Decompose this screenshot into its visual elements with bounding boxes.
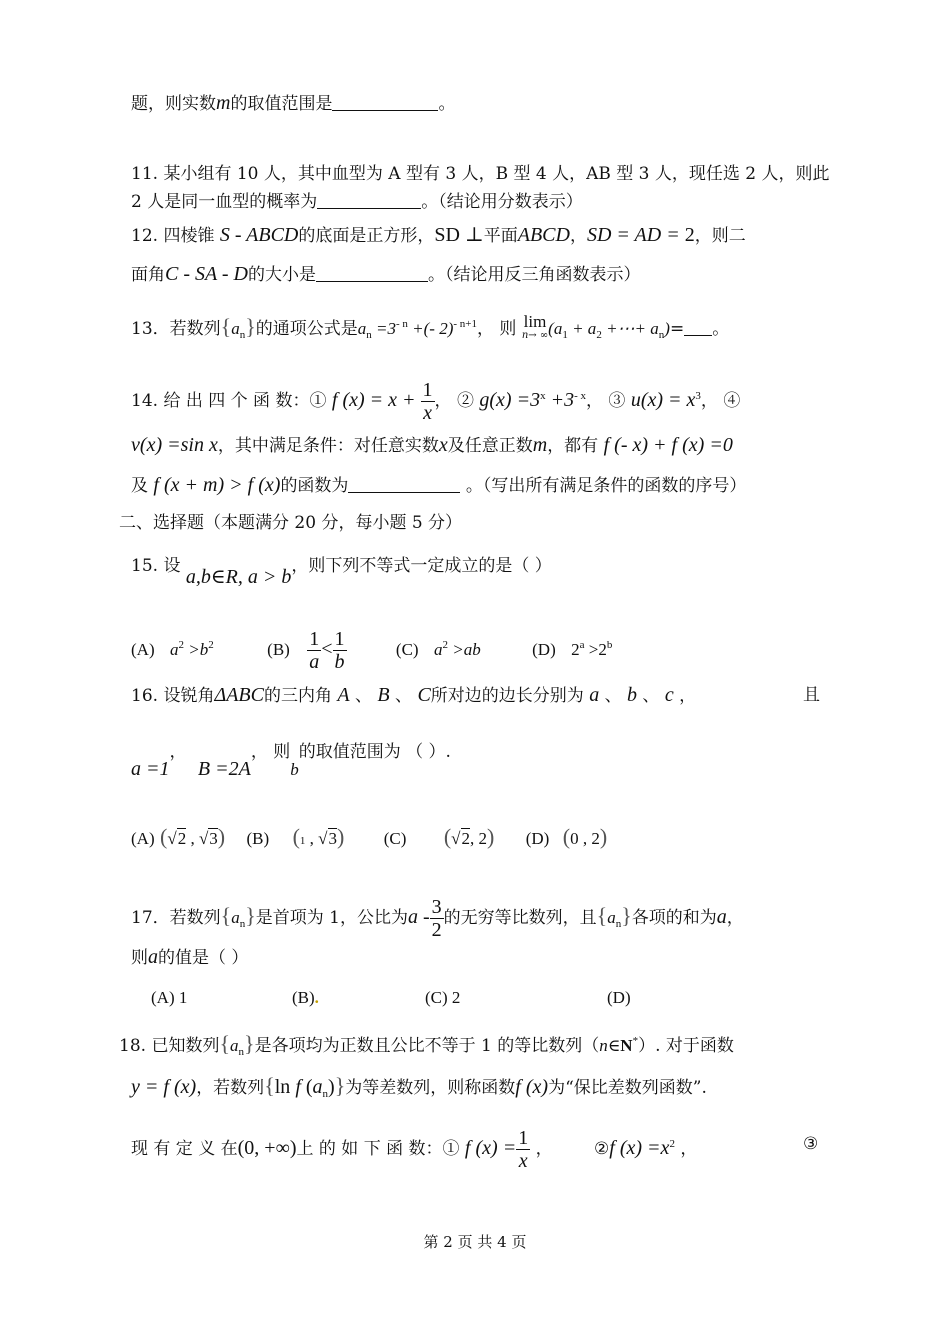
brace-left: { [220,314,232,339]
math-domain: (0, +∞) [237,1137,297,1159]
q15-options: (A) $a^2 >b^2$ (B) $\frac{1}{a}$ < $\frac{1}{b}$ (C) $a^2 >ab$ (D) $2^a >2^b$ [131,628,613,673]
q14-line-2: v(x) =sin x，其中满足条件：对任意实数x及任意正数m，都有 f (- x) + f (x) =0 [131,434,733,456]
text: 及 [131,476,148,496]
q17-stem-2: 则a的值是（ ） [131,946,249,968]
text: 。（写出所有满足条件的函数的序号） [460,476,747,496]
math-a-eq-1: a =1 [131,758,170,780]
q18-stem-3: 现 有 定 义 在(0, +∞)上 的 如 下 函 数：① f (x) = $\frac{1}{x}$ ， ②f $(x) =x^2$ ， ③ [131,1120,697,1173]
text: 14. 给 出 四 个 函 数：① [131,391,327,411]
math-frac-1-a: $\frac{1}{a}$ [309,628,320,673]
option-b: (B) [267,640,290,659]
math-u: $u(x) = x^3$ [630,389,701,411]
text: 的函数为 [280,476,349,496]
text: 。（结论用反三角函数表示） [427,265,641,285]
text: 的无穷等比数列，且 [443,908,597,928]
math-pyramid: S - ABCD [219,224,299,246]
text: 13．若数列 [131,319,221,339]
answer-blank [316,263,428,282]
text: 面角 [131,265,165,285]
math-v: v(x) =sin x [131,434,218,456]
q16-stem-2 [131,740,451,780]
math-limit: lim n→ ∞ [521,312,549,341]
text: 为等差数列，则称函数 [345,1078,516,1098]
math-abcd: ABCD [517,224,570,246]
brace-right: } [245,314,256,339]
option-b: (B) [246,829,270,848]
text: ， [569,226,587,246]
text: ， [169,742,187,762]
option-a: (A) 1 [151,988,188,1007]
option-a: (A) [131,640,155,659]
text: 为“保比差数列函数”. [548,1078,707,1098]
section-2-heading: 二、选择题（本题满分 20 分，每小题 5 分） [119,513,463,533]
math-b-eq-2a: B =2A [197,758,251,780]
text: ② [594,1139,610,1159]
option-b: (B) [292,988,315,1007]
q17-stem-1: 17．若数列$\{a_n\}$是首项为 1，公比为a - $\frac{3}{2}$ 的无穷等比数列，且$\{a_n\}$各项的和为a， [131,896,744,941]
option-c: (C) 2 [425,988,461,1007]
q16-options [131,826,607,852]
text: 上 的 如 下 函 数：① [296,1139,460,1159]
text: 。 [438,94,456,114]
option-d: (D) [525,829,550,848]
math-f1: f (x) = x + [331,389,421,411]
math-interval-a: (√2 , √3) [160,824,226,849]
q14-line-3 [131,474,746,497]
text: 16. 设锐角 [131,686,215,706]
math-f-x2: f $(x) =x^2$ [609,1137,675,1159]
q13-line: 13．若数列$\{a_n\}$的通项公式是$a_n =3^{- n}$ +(- 2)$^{- n+1}$， 则 lim n→ ∞ ($a_1 + a_2$ +⋯+ $a_n)=$ 。 [131,312,730,341]
math-n-in-n: n∈N* [599,1035,639,1055]
math-y-fx: y = f (x) [131,1076,197,1098]
answer-blank [348,474,460,493]
math-opt-c: $a^2 >ab$ [434,639,481,659]
math-opt-d: $2^a >2^b$ [571,639,613,659]
math-opt-a: $a^2 >b^2$ [170,639,214,659]
answer-blank [317,190,421,209]
math-frac-1-x-b: $\frac{1}{x}$ [518,1127,529,1172]
answer-blank [684,321,712,336]
text: ③ [803,1134,819,1154]
q12-line-2 [131,263,640,286]
text: 且 [803,685,820,705]
math-g: $g(x) =3^x +3^{- x}$ [479,389,586,411]
math-f-1-over-x: f (x) = [464,1137,517,1159]
math-sd-perp: SD ⊥ [434,224,484,246]
option-d: (D) [607,988,631,1007]
option-a: (A) [131,829,155,848]
math-frac-3-2: $\frac{3}{2}$ [431,896,442,941]
text: 的值是（ ） [158,948,249,968]
math-interval-b: (1 , √3) [292,824,345,849]
text: 的取值范围是 [230,94,333,114]
text: 是各项均为正数且公比不等于 1 的等比数列（ [254,1036,600,1056]
q18-stem-1: 18. 已知数列$\{a_n\}$是各项均为正数且公比不等于 1 的等比数列（n∈N*）. 对于函数 [119,1031,734,1058]
text: ，则下列不等式一定成立的是（ ） [291,556,552,576]
text: ，则二 [694,226,746,246]
text: 题，则实数 [131,94,216,114]
math-sum: ($a_1 + a_2$ +⋯+ $a_n$) [548,319,670,341]
q18-stem-2: y = f (x)，若数列{ln f $(a_n)$}为等差数列，则称函数f (x)为“保比差数列函数”. [131,1073,707,1100]
text: 18. 已知数列 [119,1036,220,1056]
text: ， ③ [586,391,626,411]
text: ， [726,908,744,928]
text: 平面 [483,226,518,246]
math-sides: a [589,684,600,706]
math-interval-c: (√2, 2) [443,824,495,849]
q11-line-2 [131,190,583,213]
text: 各项的和为 [631,908,717,928]
text: ，若数列 [196,1078,265,1098]
q16-stem-1: 16. 设锐角ΔABC的三内角 A 、 B 、 C所对边的边长分别为 a 、 b 、 c ， 且 [131,684,820,706]
text: 则 [131,948,148,968]
text: 是首项为 1，公比为 [255,908,408,928]
math-ln: ln f $(a_n)$ [274,1076,335,1100]
text: = [669,319,685,339]
text: 及任意正数 [447,436,533,456]
text: 15. 设 [131,556,181,576]
text: 。（结论用分数表示） [421,192,583,212]
text: 的大小是 [247,265,316,285]
text-line-1 [131,92,455,115]
option-b-wrap: (B). [292,988,319,1007]
text: 现 有 定 义 在 [131,1139,238,1159]
option-d: (D) [532,640,556,659]
text: 17．若数列 [131,908,221,928]
q12-line-1 [131,224,746,247]
text: ）. 对于函数 [638,1036,734,1056]
q17-options [151,987,631,1009]
text: ， 则 [477,319,517,339]
math-triangle: ΔABC [214,684,264,706]
text: 12. 四棱锥 [131,226,215,246]
math-frac-1-b: $\frac{1}{b}$ [334,628,345,673]
math-condition: a,b∈R, a > b [185,566,292,588]
text: 2 人是同一血型的概率为 [131,192,318,212]
text: 的底面是正方形， [298,226,435,246]
math-m: m [216,92,231,114]
text: 所对边的边长分别为 [430,686,584,706]
q11-line-1 [131,163,830,185]
math-frac-1-x: $\frac{1}{x}$ [422,379,433,424]
math-interval-d: (0 , 2) [562,824,608,849]
q14-line-1 [131,372,740,425]
text: ， 则 [250,742,291,762]
option-c: (C) [383,829,407,848]
math-b: b [290,760,299,779]
math-an-formula: $a_n =3^{- n}$ +(- 2)$^{- n+1}$ [357,318,478,341]
page-footer: 第 2 页 共 4 页 [423,1233,527,1251]
math-2: 2 [684,224,695,246]
text: ， ② [434,391,474,411]
text: 11. 某小组有 10 人，其中血型为 A 型有 3 人，B 型 4 人，AB 型 3 人，现任选 2 人，则此 [131,164,830,184]
math-odd: f (- x) + f (x) =0 [603,434,733,456]
text: 的取值范围为 （ ）. [298,742,451,762]
math-dihedral: C - SA - D [165,263,248,285]
answer-blank [332,92,438,111]
math-ratio: a - [408,906,430,928]
text: ，其中满足条件：对任意实数 [217,436,439,456]
math-increasing: f (x + m) > f (x) [153,474,281,496]
option-c: (C) [395,640,419,659]
text: 的通项公式是 [255,319,358,339]
math-sd-ad: SD = AD = [586,224,685,246]
text: 的三内角 [263,686,332,706]
q15-stem [131,554,552,588]
text: ， ④ [700,391,741,411]
math-angles: A [337,684,350,706]
text: 。 [712,319,730,339]
text: ，都有 [547,436,599,456]
